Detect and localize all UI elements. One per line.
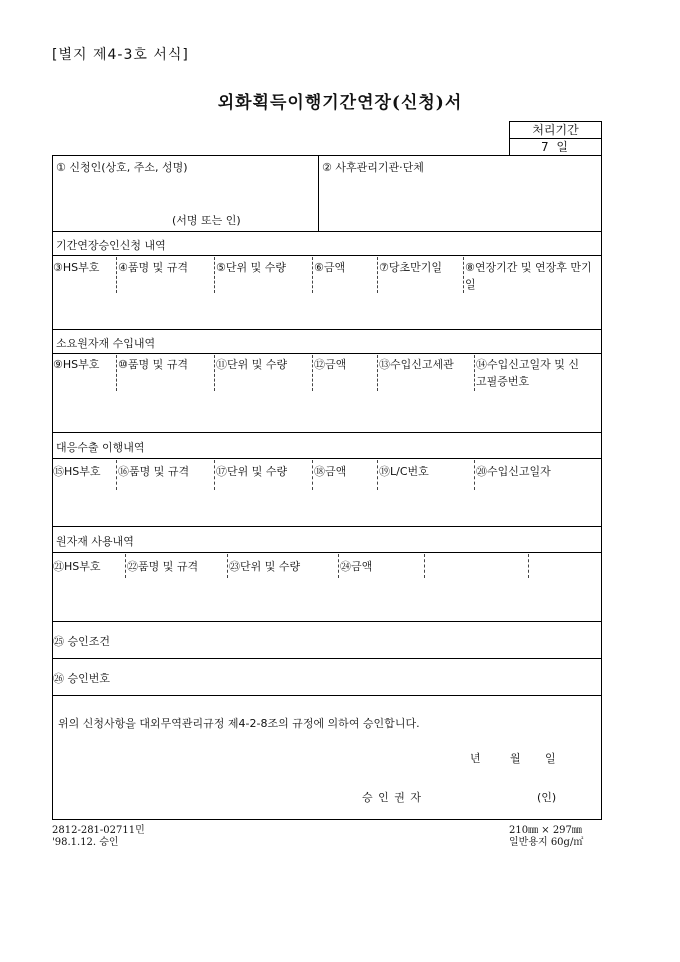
section2-col-customs: ⑬수입신고세관 [379,358,454,371]
column-separator [214,257,215,293]
rule [52,695,602,696]
section1-col-item: ④품명 및 규격 [118,261,188,274]
rule [52,255,602,256]
section1-col-extension: ⑧연장기간 및 연장후 만기일 [465,261,592,291]
section2-col-item: ⑩품명 및 규격 [118,358,188,371]
form-title: 외화획득이행기간연장(신청)서 [217,93,463,113]
section4-title: 원자재 사용내역 [56,535,134,548]
processing-period-label: 처리기간 [510,122,601,139]
section1-col-hs: ③HS부호 [53,261,100,274]
section3-col-lc: ⑲L/C번호 [379,465,429,478]
rule [52,552,602,553]
section2-col-amount: ⑫금액 [314,358,347,371]
rule [52,231,602,232]
column-separator [227,554,228,578]
column-separator [214,355,215,391]
approval-condition-label: ㉕ 승인조건 [53,635,111,648]
section3-col-import-date: ⑳수입신고일자 [476,465,551,478]
section2-col-unit: ⑪단위 및 수량 [216,358,288,371]
column-separator [474,460,475,490]
section3-col-item: ⑯품명 및 규격 [118,465,190,478]
column-separator [312,460,313,490]
section4-col-hs: ㉑HS부호 [53,560,101,573]
section1-title: 기간연장승인신청 내역 [56,239,166,252]
footer-form-code: 2812-281-02711민 [52,825,145,836]
footer-paper-type: 일반용지 60g/㎡ [509,837,584,848]
column-separator [312,355,313,391]
column-separator [377,355,378,391]
section2-col-hs: ⑨HS부호 [53,358,100,371]
section3-title: 대응수출 이행내역 [56,441,145,454]
column-separator [125,554,126,578]
footer-approval-date: '98.1.12. 승인 [52,837,119,848]
column-separator [424,554,425,578]
date-day-label: 일 [545,752,556,765]
approver-label: 승 인 권 자 [362,791,422,804]
rule [52,432,602,433]
approval-number-label: ㉖ 승인번호 [53,672,111,685]
column-separator [116,355,117,391]
column-separator [528,554,529,578]
section3-col-unit: ⑰단위 및 수량 [216,465,288,478]
processing-period-box [509,121,602,156]
footer-paper-size: 210㎜ × 297㎜ [509,825,582,836]
section3-col-amount: ⑱금액 [314,465,347,478]
section3-col-hs: ⑮HS부호 [53,465,101,478]
column-separator [116,460,117,490]
section4-col-unit: ㉓단위 및 수량 [229,560,301,573]
rule [52,353,602,354]
afterwork-agency-label: ② 사후관리기관·단체 [322,161,424,174]
rule [52,658,602,659]
processing-period-value: 7 일 [540,140,571,154]
column-separator [214,460,215,490]
section4-col-item: ㉒품명 및 규격 [127,560,199,573]
applicant-label: ① 신청인(상호, 주소, 성명) [56,161,188,174]
date-month-label: 월 [510,752,521,765]
rule [52,458,602,459]
column-separator [312,257,313,293]
applicant-divider [318,155,319,231]
date-year-label: 년 [470,752,481,765]
footer-left [52,825,145,849]
section2-title: 소요원자재 수입내역 [56,337,156,350]
column-separator [116,257,117,293]
column-separator [377,257,378,293]
section2-col-import-date: ⑭수입신고일자 및 신고필증번호 [476,358,580,388]
footer-right [509,825,583,849]
form-number-label: [별지 제4-3호 서식] [52,47,189,63]
rule [52,329,602,330]
column-separator [474,355,475,391]
approval-statement: 위의 신청사항을 대외무역관리규정 제4-2-8조의 규정에 의하여 승인합니다. [58,717,420,730]
section4-col-amount: ㉔금액 [340,560,373,573]
section1-col-original-expiry: ⑦당초만기일 [379,261,442,274]
column-separator [377,460,378,490]
rule [52,526,602,527]
column-separator [463,257,464,293]
rule [52,621,602,622]
section1-col-amount: ⑥금액 [314,261,346,274]
applicant-sign-label: (서명 또는 인) [172,214,241,227]
section1-col-unit: ⑤단위 및 수량 [216,261,286,274]
approver-seal-label: (인) [537,791,557,804]
column-separator [338,554,339,578]
